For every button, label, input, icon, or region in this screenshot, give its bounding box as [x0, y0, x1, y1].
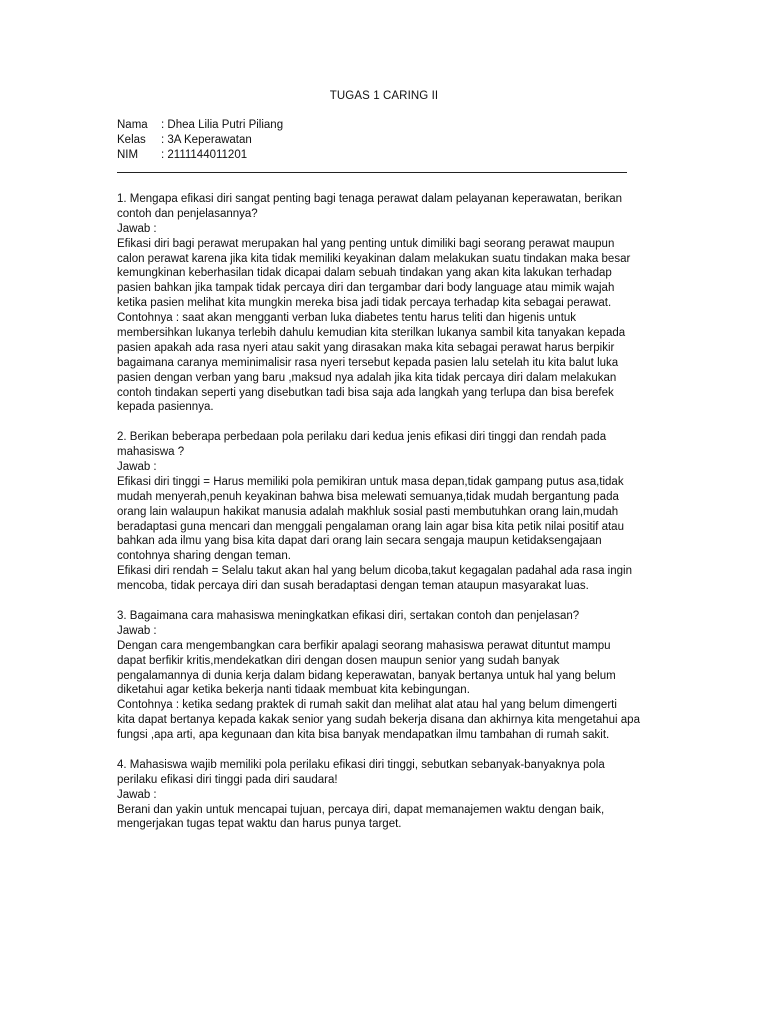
- text-line: 4. Mahasiswa wajib memiliki pola perilaku efikasi diri tinggi, sebutkan sebanyak-banyaknya pola: [117, 758, 605, 771]
- text-line: orang lain walaupun hakikat manusia adalah makhluk sosial pasti membutuhkan orang lain,mudah: [117, 505, 619, 518]
- text-line: diketahui agar ketika bekerja nanti tidaak membuat kita kebingungan.: [117, 684, 470, 697]
- text-line: Dengan cara mengembangkan cara berfikir apalagi seorang mahasiswa perawat dituntut mampu: [117, 639, 611, 652]
- identity-label: Nama: [117, 119, 148, 131]
- identity-label: Kelas: [117, 134, 146, 146]
- text-line: contoh dan penjelasannya?: [117, 207, 258, 220]
- text-line: fungsi ,apa arti, apa kegunaan dan kita bisa banyak mendapatkan ilmu tambahan di rumah sakit.: [117, 729, 610, 742]
- text-line: calon perawat karena jika kita tidak memiliki keyakinan dalam melakukan suatu tindakan maka besar: [117, 252, 631, 265]
- document-title: TUGAS 1 CARING II: [329, 90, 439, 102]
- text-line: dapat berfikir kritis,mendekatkan diri dengan dosen maupun senior yang sudah banyak: [117, 654, 560, 667]
- text-line: 3. Bagaimana cara mahasiswa meningkatkan efikasi diri, sertakan contoh dan penjelasan?: [117, 609, 580, 622]
- text-line: contoh tindakan seperti yang disebutkan tadi bisa saja ada langkah yang terlupa dan bisa berefek: [117, 386, 614, 399]
- identity-row-class: [117, 133, 283, 148]
- text-line: pasien bahkan jika tampak tidak percaya diri dan tergambar dari body language atau mimik wajah: [117, 282, 615, 295]
- text-line: kemungkinan keberhasilan tidak dicapai dalam sebuah tindakan yang akan kita lakukan terhadap: [117, 267, 612, 280]
- identity-row-name: [117, 118, 283, 133]
- text-line: Berani dan yakin untuk mencapai tujuan, percaya diri, dapat memanajemen waktu dengan baik,: [117, 803, 605, 816]
- question-block-2: [117, 430, 637, 594]
- text-line: ketika pasien melihat kita mungkin mereka bisa jadi tidak percaya terhadap kita sebagai perawat.: [117, 297, 612, 310]
- questions-and-answers: [117, 192, 640, 847]
- text-line: 1. Mengapa efikasi diri sangat penting bagi tenaga perawat dalam pelayanan keperawatan, berikan: [117, 193, 623, 205]
- header-separator-line: [117, 172, 627, 173]
- question-block-3: [117, 609, 640, 743]
- identity-value: : Dhea Lilia Putri Piliang: [161, 119, 284, 131]
- text-line: kepada pasiennya.: [117, 401, 214, 414]
- text-line: Contohnya : saat akan mengganti verban luka diabetes tentu harus teliti dan higenis untuk: [117, 312, 577, 325]
- text-line: Efikasi diri bagi perawat merupakan hal yang penting untuk dimiliki bagi seorang perawat maupun: [117, 237, 615, 250]
- text-line: Jawab :: [117, 222, 157, 235]
- text-line: mencoba, tidak percaya diri dan susah beradaptasi dengan teman ataupun masyarakat luas.: [117, 580, 589, 593]
- text-line: Contohnya : ketika sedang praktek di rumah sakit dan melihat alat atau hal yang belum dimengerti: [117, 699, 617, 712]
- identity-value: : 3A Keperawatan: [161, 134, 252, 146]
- identity-label: NIM: [117, 149, 139, 161]
- identity-value: : 2111144011201: [161, 149, 248, 161]
- identity-row-nim: [117, 148, 283, 163]
- text-line: mengerjakan tugas tepat waktu dan harus punya target.: [117, 818, 402, 831]
- question-block-4: [117, 758, 637, 832]
- text-line: beradaptasi guna mencari dan menggali pengalaman orang lain agar bisa kita petik nilai positif atau: [117, 520, 624, 533]
- text-line: pengalamannya di dunia kerja dalam bidang keperawatan, banyak bertanya untuk hal yang belum: [117, 669, 616, 682]
- text-line: bagaimana caranya meminimalisir rasa nyeri tersebut kepada pasien lalu setelah itu kita balut luka: [117, 356, 619, 369]
- text-line: kita dapat bertanya kepada kakak senior yang sudah bekerja disana dan akhirnya kita mengetahui apa: [117, 714, 640, 727]
- question-block-1: [117, 192, 637, 415]
- text-line: Efikasi diri tinggi = Harus memiliki pola pemikiran untuk masa depan,tidak gampang putus asa,tidak: [117, 475, 624, 488]
- student-identity: [117, 118, 283, 163]
- text-line: contohnya sharing dengan teman.: [117, 550, 291, 563]
- text-line: Jawab :: [117, 461, 157, 474]
- text-line: Jawab :: [117, 788, 157, 801]
- text-line: mudah menyerah,penuh keyakinan bahwa bisa melewati semuanya,tidak mudah bergantung pada: [117, 490, 619, 503]
- text-line: perilaku efikasi diri tinggi pada diri saudara!: [117, 773, 338, 786]
- text-line: Jawab :: [117, 624, 157, 637]
- text-line: pasien dengan verban yang baru ,maksud nya adalah jika kita tidak percaya diri dalam melakukan: [117, 371, 617, 384]
- text-line: mahasiswa ?: [117, 446, 185, 459]
- text-line: membersihkan lukanya terlebih dahulu kemudian kita sterilkan lukanya sambil kita tanyakan kepada: [117, 327, 626, 340]
- text-line: Efikasi diri rendah = Selalu takut akan hal yang belum dicoba,takut kegagalan padahal ada rasa ingin: [117, 565, 632, 578]
- text-line: pasien apakah ada rasa nyeri atau sakit yang dirasakan maka kita sebagai perawat harus berpikir: [117, 341, 615, 354]
- text-line: bahkan ada ilmu yang bisa kita dapat dari orang lain secara sengaja maupun ketidaksengajaan: [117, 535, 602, 548]
- text-line: 2. Berikan beberapa perbedaan pola perilaku dari kedua jenis efikasi diri tinggi dan rendah pada: [117, 431, 607, 444]
